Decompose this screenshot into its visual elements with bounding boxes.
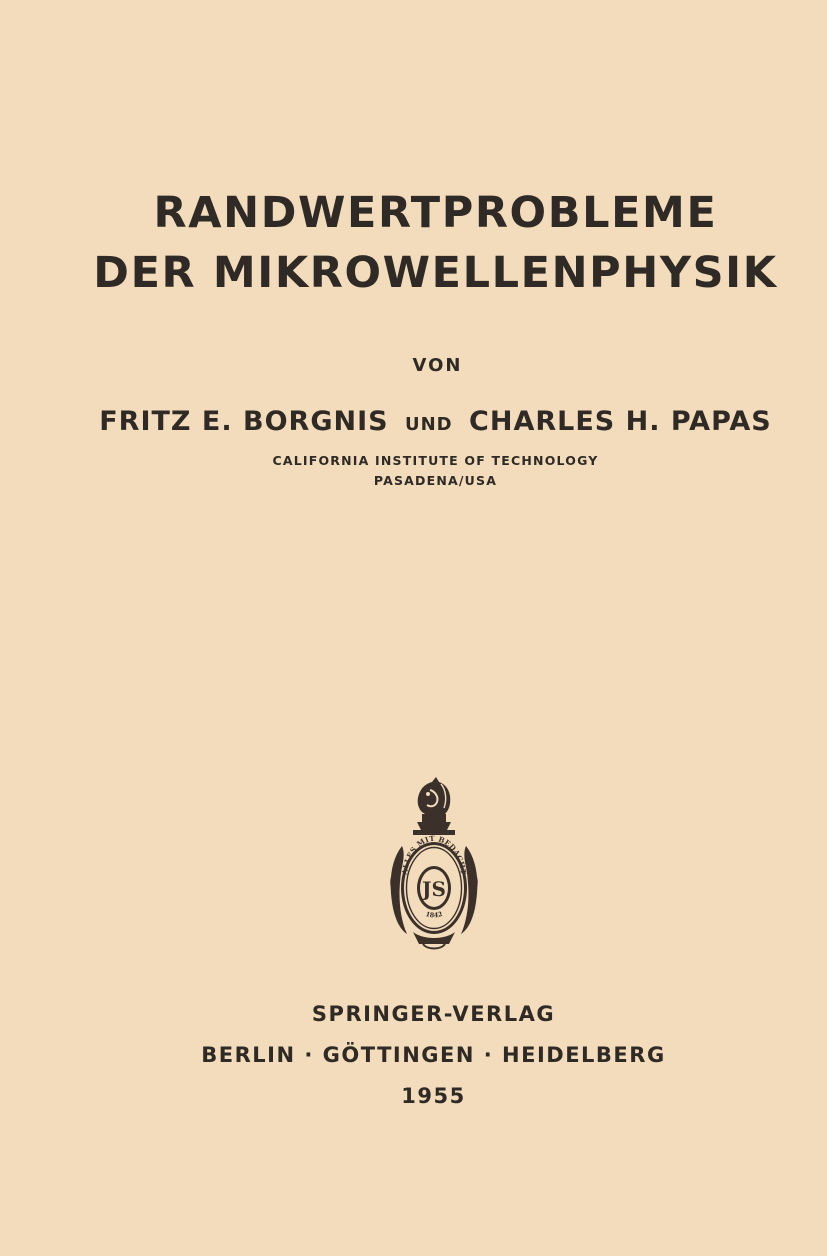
affiliation-location: PASADENA/USA: [373, 473, 498, 488]
logo-motto: ALLES MIT BEDACHT: [400, 833, 468, 876]
author-2: CHARLES H. PAPAS: [469, 406, 772, 437]
publisher-cities: BERLIN · GÖTTINGEN · HEIDELBERG: [201, 1043, 666, 1067]
author-1: FRITZ E. BORGNIS: [99, 406, 389, 437]
byline-von: VON: [412, 355, 463, 376]
title-line-2: DER MIKROWELLENPHYSIK: [93, 248, 778, 298]
springer-horse-logo-icon: [383, 776, 485, 954]
affiliation-institution: CALIFORNIA INSTITUTE OF TECHNOLOGY: [272, 453, 599, 468]
title-line-1: RANDWERTPROBLEME: [153, 188, 718, 238]
publication-year: 1955: [401, 1084, 466, 1108]
author-conjunction: UND: [405, 414, 453, 435]
logo-year: 1842: [424, 909, 444, 920]
authors-line: [22, 406, 827, 437]
publisher-name: SPRINGER-VERLAG: [311, 1002, 556, 1026]
logo-monogram: JS: [422, 877, 446, 901]
